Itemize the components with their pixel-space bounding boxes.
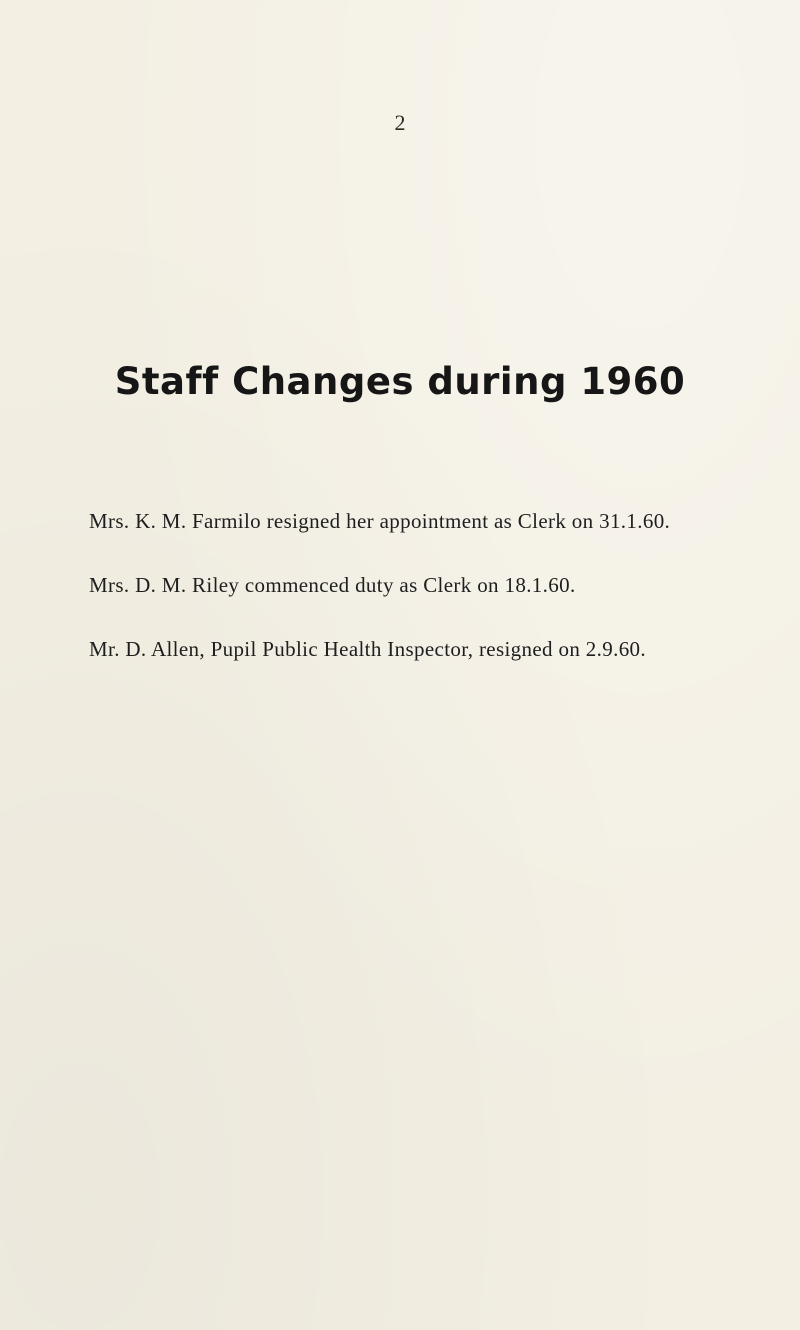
page-number: 2 [394, 110, 406, 135]
staff-change-entry: Mrs. D. M. Riley commenced duty as Clerk on 18.1.60. [89, 573, 576, 597]
staff-change-entry: Mr. D. Allen, Pupil Public Health Inspector, resigned on 2.9.60. [89, 637, 646, 661]
staff-change-entry: Mrs. K. M. Farmilo resigned her appointment as Clerk on 31.1.60. [89, 509, 671, 533]
page-title: Staff Changes during 1960 [114, 360, 686, 403]
staff-changes-list [89, 508, 779, 700]
